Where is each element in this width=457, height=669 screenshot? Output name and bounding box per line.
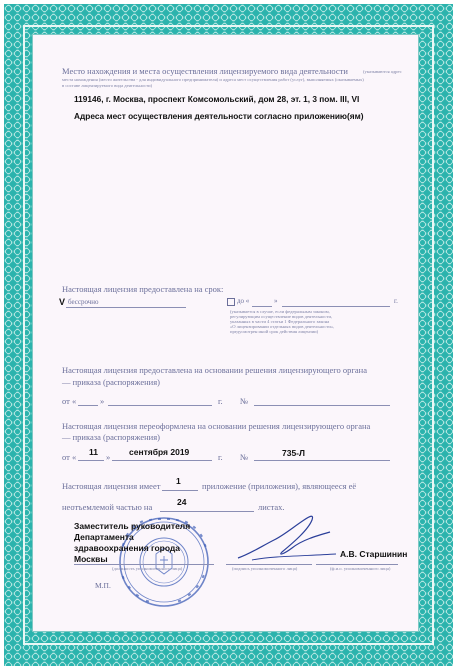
- granted-month-line: [108, 405, 212, 406]
- granted-date-prefix: от «: [62, 396, 77, 406]
- reissued-number-line: [254, 460, 390, 461]
- reissued-year-suffix: г.: [218, 452, 223, 462]
- attachments-line-1-start: Настоящая лицензия имеет: [62, 481, 161, 491]
- term-note-line: регулирующим осуществление видов деятельности,: [230, 314, 333, 319]
- granted-line-2: — приказа (распоряжения): [62, 377, 160, 387]
- location-note-line: места нахождения (место жительства - для индивидуального предпринимателя) и адреса мест осуществления работ (услуг), выполняемых (оказываемых): [62, 77, 364, 82]
- location-heading: Место нахождения и места осуществления лицензируемого вида деятельности: [62, 66, 348, 76]
- position-underline: [74, 564, 214, 565]
- reissued-date-prefix: от «: [62, 452, 77, 462]
- signature-underline: [226, 564, 312, 565]
- attachments-count-line: [162, 490, 198, 491]
- signatory-position-line: Заместитель руководителя: [74, 521, 191, 531]
- until-day-line: [252, 306, 272, 307]
- term-note-line: «О лицензировании отдельных видов деятельности»,: [230, 324, 335, 329]
- until-month-line: [282, 306, 390, 307]
- term-note-line: указанных в части 4 статьи 1 Федерального закона: [230, 319, 330, 324]
- reissued-day-line: [78, 460, 104, 461]
- term-label: Настоящая лицензия предоставлена на срок:: [62, 284, 224, 294]
- signatory-position-line: здравоохранения города: [74, 543, 181, 553]
- attachments-line-2-end: листах.: [258, 502, 285, 512]
- reissued-number: 735-Л: [282, 448, 305, 458]
- signatory-position-line: Департамента: [74, 532, 134, 542]
- reissued-date-mid: »: [106, 452, 111, 462]
- attachments-line-2-start: неотъемлемой частью на: [62, 502, 153, 512]
- check-mark: V: [59, 297, 66, 307]
- attachments-sheets: 24: [177, 497, 187, 507]
- reissued-line-1: Настоящая лицензия переоформлена на основании решения лицензирующего органа: [62, 421, 371, 431]
- granted-number-label: №: [240, 396, 249, 406]
- term-note-line: (указывается в случае, если федеральным законом,: [230, 309, 330, 314]
- until-year-suffix: г.: [394, 297, 398, 305]
- handwritten-signature: [232, 510, 342, 568]
- term-note-line: предусмотрен иной срок действия лицензии): [230, 329, 319, 334]
- name-underline: [316, 564, 398, 565]
- signatory-name: А.В. Старшинин: [340, 549, 408, 559]
- indefinite-term: бессрочно: [68, 298, 99, 306]
- granted-number-line: [254, 405, 390, 406]
- until-date-prefix: до «: [237, 297, 250, 305]
- address-text: 119146, г. Москва, проспект Комсомольский, дом 28, эт. 1, 3 пом. III, VI: [74, 94, 360, 104]
- indefinite-underline: [66, 307, 186, 308]
- signature-caption: (подпись уполномоченного лица): [232, 566, 298, 571]
- name-caption: (ф.и.о. уполномоченного лица): [330, 566, 391, 571]
- granted-day-line: [78, 405, 98, 406]
- attachment-addresses-text: Адреса мест осуществления деятельности согласно приложению(ям): [74, 111, 364, 121]
- granted-line-1: Настоящая лицензия предоставлена на основании решения лицензирующего органа: [62, 365, 367, 375]
- reissued-number-label: №: [240, 452, 249, 462]
- until-date-mid: »: [274, 297, 278, 305]
- reissued-month-year: сентября 2019: [129, 447, 190, 457]
- granted-date-mid: »: [100, 396, 105, 406]
- signatory-position-line: Москвы: [74, 554, 108, 564]
- location-heading-note: (указываются адрес: [363, 69, 402, 74]
- reissued-day: 11: [89, 447, 98, 457]
- attachments-line-1-end: приложение (приложения), являющееся её: [202, 481, 357, 491]
- position-caption: (должность уполномоченного лица): [112, 566, 183, 571]
- until-date-checkbox: [227, 298, 235, 306]
- location-note-line: в составе лицензируемого вида деятельности): [62, 83, 153, 88]
- granted-year-suffix: г.: [218, 396, 223, 406]
- seal-label: М.П.: [95, 581, 111, 590]
- reissued-month-line: [112, 460, 212, 461]
- reissued-line-2: — приказа (распоряжения): [62, 432, 160, 442]
- attachments-count: 1: [176, 476, 181, 486]
